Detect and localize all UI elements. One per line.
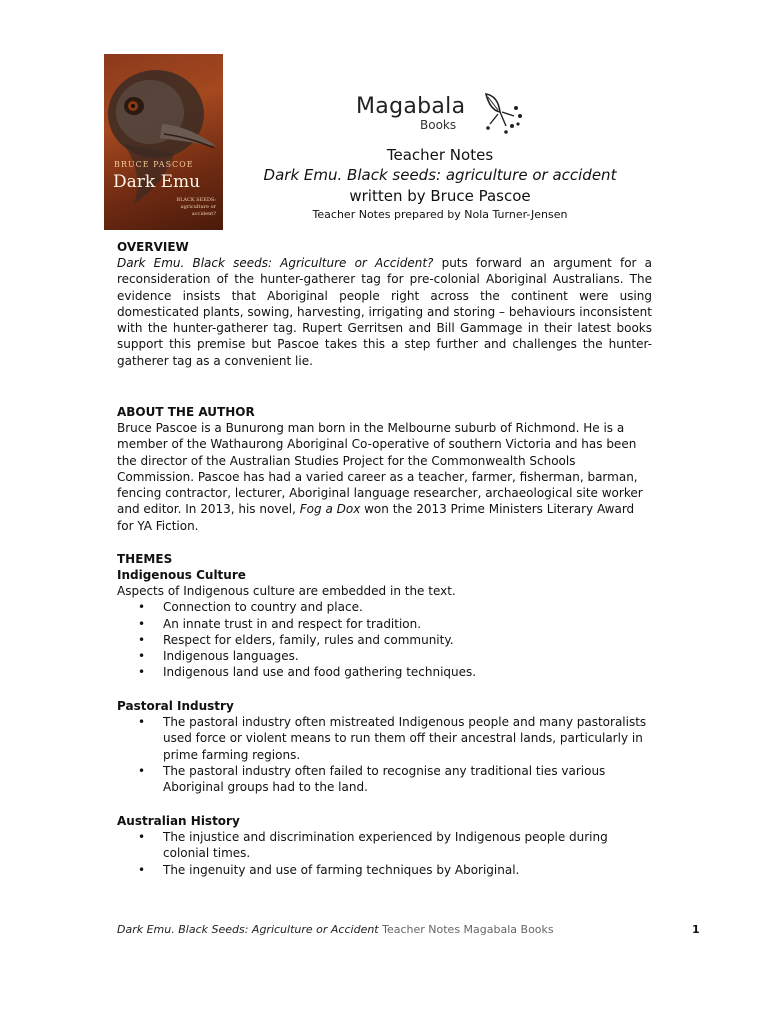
author-text: Bruce Pascoe is a Bunurong man born in the Melbourne suburb of Richmond. He is a member of the Wathaurong Aboriginal Co-operative of southern Victoria and has been the director of the Australian Studies Project for the Commonwealth Schools Commission. Pascoe has had a varied career as a teacher, farmer, fisherman, barman, fencing contractor, lecturer, Aboriginal language researcher, archaeological site worker and editor. In 2013, his novel,	[117, 421, 643, 517]
culture-intro: Aspects of Indigenous culture are embedded in the text.	[117, 584, 456, 598]
overview-paragraph	[117, 255, 652, 369]
author-novel-title: Fog a Dox	[299, 502, 361, 517]
doc-title: Teacher Notes	[386, 146, 494, 164]
list-item: • Connection to country and place.	[117, 599, 652, 615]
list-item: • An innate trust in and respect for tradition.	[117, 616, 652, 632]
overview-section	[117, 239, 652, 369]
history-section	[117, 813, 652, 878]
list-item: • The injustice and discrimination experienced by Indigenous people during colonial times.	[117, 829, 652, 862]
author-paragraph	[117, 420, 652, 534]
culture-list	[117, 599, 652, 680]
list-item: • The pastoral industry often failed to recognise any traditional ties various Aboriginal groups had to the land.	[117, 763, 652, 796]
pastoral-list	[117, 714, 652, 795]
overview-heading: OVERVIEW	[117, 240, 189, 254]
author-heading: ABOUT THE AUTHOR	[117, 405, 255, 419]
publisher-logo	[356, 94, 536, 144]
cover-title: Dark Emu	[113, 172, 201, 192]
themes-section	[117, 551, 652, 681]
book-cover-image	[104, 54, 223, 230]
list-item: • Indigenous land use and food gathering techniques.	[117, 664, 652, 680]
list-item: • Respect for elders, family, rules and community.	[117, 632, 652, 648]
author-text-tail: won the 2013 Prime Ministers Literary Award for YA Fiction.	[117, 502, 635, 533]
list-item: • The pastoral industry often mistreated Indigenous people and many pastoralists used force or violent means to run them off their ancestral lands, particularly in prime farming regions.	[117, 714, 652, 763]
footer-book-title: Dark Emu. Black Seeds: Agriculture or Accident	[117, 923, 379, 936]
overview-book-title: Dark Emu. Black seeds: Agriculture or Accident?	[117, 256, 434, 270]
page-number: 1	[692, 923, 700, 936]
culture-heading: Indigenous Culture	[117, 568, 246, 582]
themes-heading: THEMES	[117, 552, 173, 566]
logo-name: Magabala	[356, 94, 466, 119]
logo-sub: Books	[420, 118, 457, 132]
book-title: Dark Emu. Black seeds: agriculture or accident	[263, 166, 617, 184]
page-footer	[117, 923, 554, 936]
overview-text: puts forward an argument for a reconsideration of the hunter-gatherer tag for pre-colonial Aboriginal Australians. The evidence insists that Aboriginal people right across the continent were using domesticated plants, sowing, harvesting, irrigating and storing – behaviours inconsistent with the hunter-gatherer tag. Rupert Gerritsen and Bill Gammage in their latest books support this premise but Pascoe takes this a step further and challenges the hunter-gatherer tag as a convenient lie.	[117, 256, 652, 368]
history-heading: Australian History	[117, 814, 240, 828]
history-list	[117, 829, 652, 878]
author-section	[117, 404, 652, 534]
pastoral-heading: Pastoral Industry	[117, 699, 234, 713]
cover-author: BRUCE PASCOE	[114, 160, 194, 169]
list-item: • The ingenuity and use of farming techniques by Aboriginal.	[117, 862, 652, 878]
footer-text: Teacher Notes Magabala Books	[378, 923, 554, 936]
book-author-line: written by Bruce Pascoe	[349, 187, 531, 205]
seed-pod-icon	[476, 88, 526, 138]
prepared-by-line: Teacher Notes prepared by Nola Turner-Jensen	[312, 208, 568, 221]
cover-subtitle: BLACK SEEDS: agriculture or accident?	[176, 197, 216, 217]
list-item: • Indigenous languages.	[117, 648, 652, 664]
pastoral-section	[117, 698, 652, 795]
